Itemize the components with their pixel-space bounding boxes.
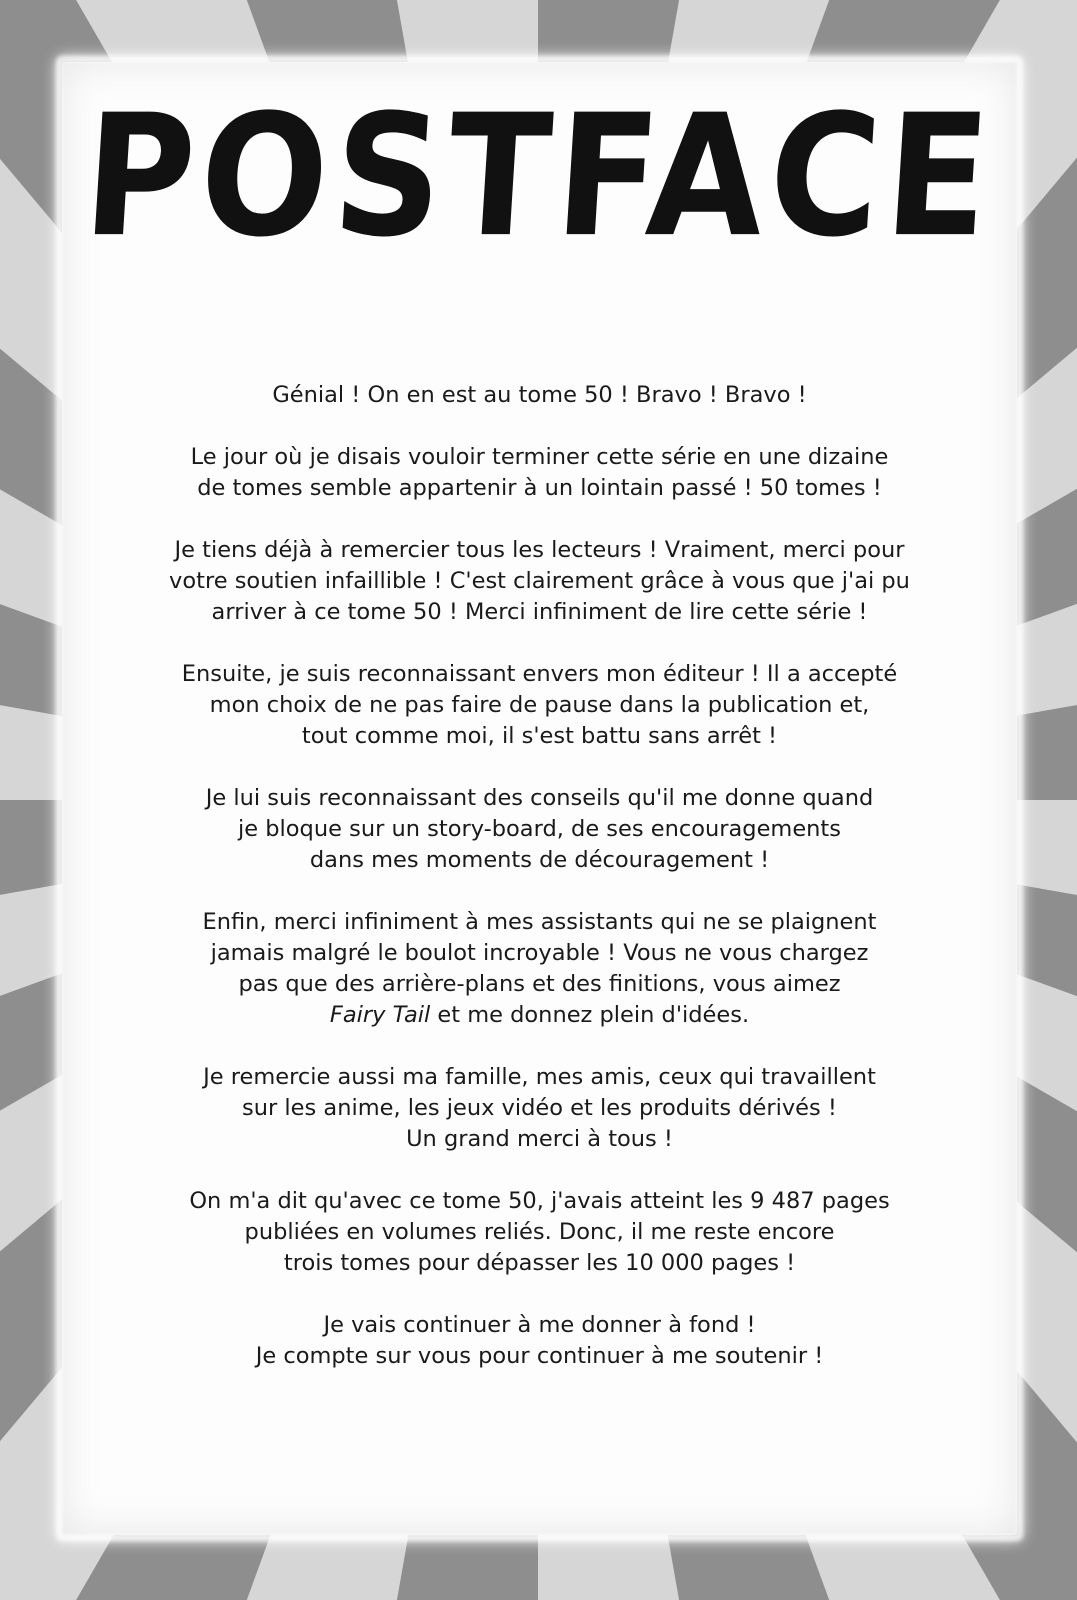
- postface-paragraph: [102, 1186, 977, 1279]
- text-line: je bloque sur un story-board, de ses encouragements: [238, 816, 841, 842]
- series-title-italic: Fairy Tail: [329, 1002, 431, 1028]
- postface-paragraph: [102, 380, 977, 411]
- text-line: Je lui suis reconnaissant des conseils qu'il me donne quand: [205, 785, 874, 811]
- text-line: Je remercie aussi ma famille, mes amis, ceux qui travaillent: [203, 1064, 876, 1090]
- text-line: Ensuite, je suis reconnaissant envers mon éditeur ! Il a accepté: [181, 661, 898, 687]
- text-fragment: et me donnez plein d'idées.: [430, 1002, 750, 1028]
- text-line: pas que des arrière-plans et des finitions, vous aimez: [238, 971, 841, 997]
- text-line: votre soutien infaillible ! C'est clairement grâce à vous que j'ai pu: [169, 568, 910, 594]
- postface-paragraph: [102, 1310, 977, 1372]
- page-title: POSTFACE: [78, 79, 1001, 275]
- text-line: Enfin, merci infiniment à mes assistants qui ne se plaignent: [202, 909, 877, 935]
- postface-paragraph: [102, 535, 977, 628]
- text-line: sur les anime, les jeux vidéo et les produits dérivés !: [242, 1095, 837, 1121]
- postface-body: [102, 380, 977, 1403]
- text-line: arriver à ce tome 50 ! Merci infiniment de lire cette série !: [211, 599, 868, 625]
- text-line: dans mes moments de découragement !: [309, 847, 770, 873]
- postface-paragraph: [102, 1062, 977, 1155]
- text-line: Je tiens déjà à remercier tous les lecteurs ! Vraiment, merci pour: [174, 537, 905, 563]
- text-line: [102, 1000, 977, 1031]
- text-line: Un grand merci à tous !: [406, 1126, 673, 1152]
- text-line: Le jour où je disais vouloir terminer cette série en une dizaine: [190, 444, 889, 470]
- text-line: On m'a dit qu'avec ce tome 50, j'avais atteint les 9 487 pages: [189, 1188, 890, 1214]
- postface-paragraph: [102, 907, 977, 1031]
- postface-paragraph: [102, 442, 977, 504]
- text-line: de tomes semble appartenir à un lointain passé ! 50 tomes !: [197, 475, 882, 501]
- paper-sheet: [62, 62, 1017, 1535]
- text-line: publiées en volumes reliés. Donc, il me reste encore: [244, 1219, 835, 1245]
- postface-paragraph: [102, 783, 977, 876]
- text-line: Génial ! On en est au tome 50 ! Bravo ! Bravo !: [272, 382, 807, 408]
- text-line: jamais malgré le boulot incroyable ! Vous ne vous chargez: [210, 940, 869, 966]
- text-line: mon choix de ne pas faire de pause dans la publication et,: [209, 692, 870, 718]
- text-line: Je vais continuer à me donner à fond !: [323, 1312, 756, 1338]
- text-line: Je compte sur vous pour continuer à me soutenir !: [255, 1343, 824, 1369]
- text-line: tout comme moi, il s'est battu sans arrêt !: [301, 723, 778, 749]
- text-line: trois tomes pour dépasser les 10 000 pages !: [283, 1250, 796, 1276]
- postface-paragraph: [102, 659, 977, 752]
